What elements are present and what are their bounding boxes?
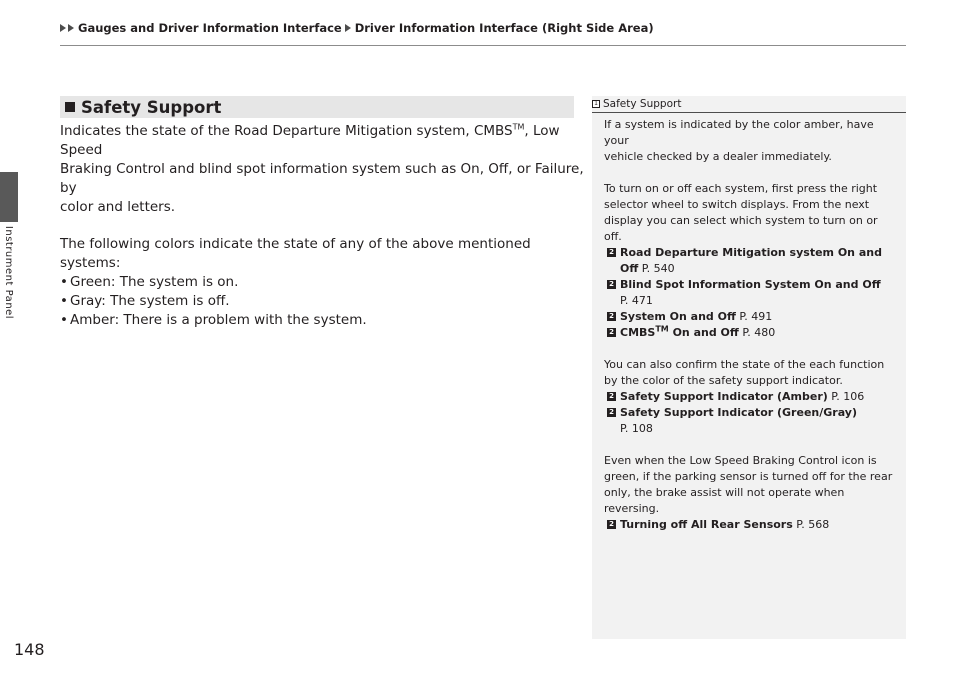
cross-reference-link[interactable]: 2 Turning off All Rear Sensors P. 568 [604, 517, 898, 533]
breadcrumb-item[interactable]: Driver Information Interface (Right Side Area) [354, 21, 654, 35]
side-tab-label: Instrument Panel [3, 225, 15, 319]
note-text: selector wheel to switch displays. From the next [604, 198, 870, 211]
note-text: vehicle checked by a dealer immediately. [604, 150, 832, 163]
note-header [592, 96, 906, 113]
note-text: display you can select which system to turn on or off. [604, 214, 878, 243]
cross-reference-link[interactable]: 2 CMBS™ On and Off P. 480 [604, 325, 898, 341]
square-bullet-icon [65, 102, 75, 112]
breadcrumb-arrow-icon [60, 24, 66, 32]
breadcrumb-arrow-icon [68, 24, 74, 32]
reference-arrow-icon: 2 [607, 520, 616, 529]
note-text: If a system is indicated by the color amber, have your [604, 118, 874, 147]
note-text: You can also confirm the state of the each function [604, 358, 885, 371]
cross-reference-link[interactable]: 2 Safety Support Indicator (Green/Gray) [604, 405, 898, 421]
cross-reference-link[interactable]: 2 Blind Spot Information System On and Off [604, 277, 898, 293]
body-paragraph: Braking Control and blind spot information system such as On, Off, or Failure, by [60, 161, 584, 196]
note-title: Safety Support [603, 98, 682, 110]
list-item: • Amber: There is a problem with the system. [60, 312, 367, 328]
reference-arrow-icon: 2 [607, 280, 616, 289]
cross-reference-continuation[interactable]: Off P. 540 [620, 262, 675, 275]
side-tab-marker [0, 172, 18, 222]
section-body [60, 122, 590, 330]
reference-arrow-icon: 2 [607, 328, 616, 337]
note-icon: 1 [592, 100, 600, 108]
list-item: • Gray: The system is off. [60, 293, 230, 309]
cross-reference-continuation[interactable]: P. 108 [620, 422, 653, 435]
note-body [592, 113, 906, 533]
side-note-panel [592, 96, 906, 639]
body-paragraph: Indicates the state of the Road Departure Mitigation system, CMBS™, Low Speed [60, 122, 560, 158]
note-text: Even when the Low Speed Braking Control icon is [604, 454, 877, 467]
breadcrumb-item[interactable]: Gauges and Driver Information Interface [78, 21, 342, 35]
cross-reference-continuation[interactable]: P. 471 [620, 294, 653, 307]
note-text: To turn on or off each system, first press the right [604, 182, 878, 195]
reference-arrow-icon: 2 [607, 312, 616, 321]
reference-arrow-icon: 2 [607, 408, 616, 417]
reference-arrow-icon: 2 [607, 392, 616, 401]
note-text: green, if the parking sensor is turned off for the rear [604, 470, 893, 483]
breadcrumb-arrow-icon [345, 24, 351, 32]
reference-arrow-icon: 2 [607, 248, 616, 257]
cross-reference-link[interactable]: 2 Safety Support Indicator (Amber) P. 106 [604, 389, 898, 405]
list-item: • Green: The system is on. [60, 274, 239, 290]
breadcrumb [60, 18, 657, 38]
body-paragraph: color and letters. [60, 199, 176, 215]
note-text: by the color of the safety support indicator. [604, 374, 843, 387]
body-paragraph: The following colors indicate the state of any of the above mentioned systems: [60, 236, 531, 271]
cross-reference-link[interactable]: 2 Road Departure Mitigation system On and [604, 245, 898, 261]
cross-reference-link[interactable]: 2 System On and Off P. 491 [604, 309, 898, 325]
header-divider [60, 45, 906, 46]
note-text: only, the brake assist will not operate when reversing. [604, 486, 845, 515]
section-header [60, 96, 574, 118]
section-title: Safety Support [81, 97, 222, 117]
page-number: 148 [14, 640, 45, 659]
